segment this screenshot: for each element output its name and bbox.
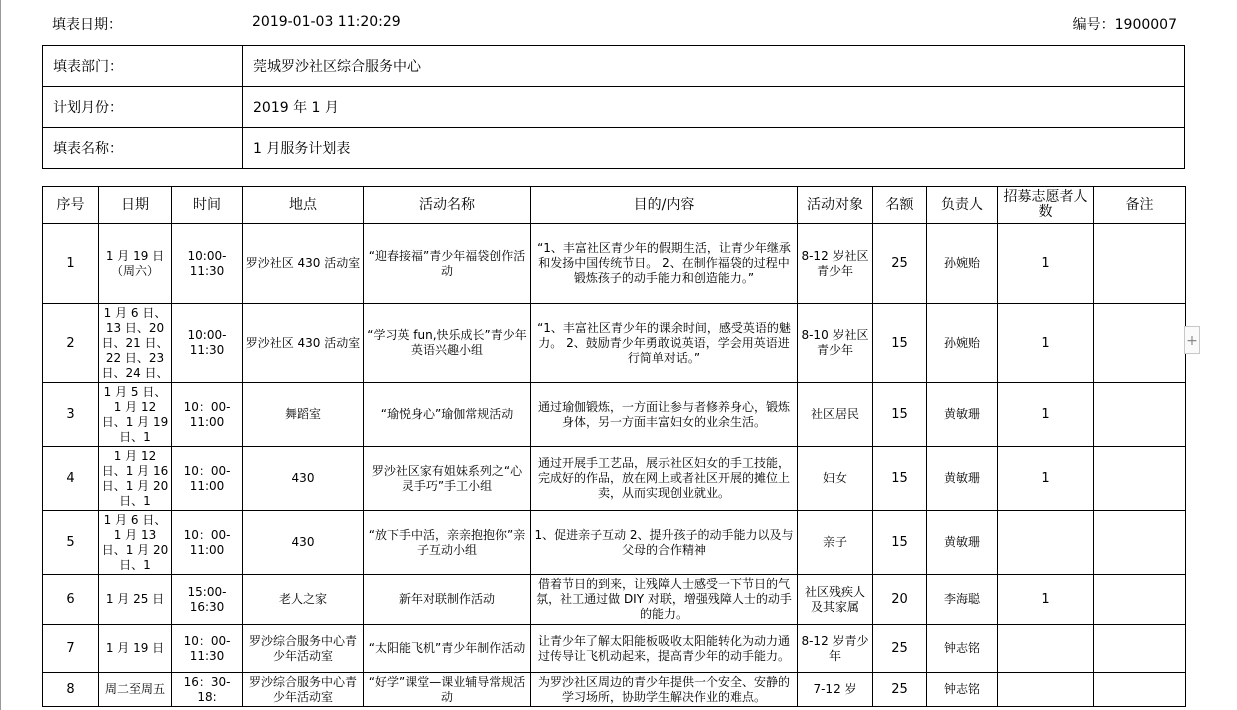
row-date xyxy=(99,304,172,383)
row-time: 10：00-11:30 xyxy=(172,625,243,673)
table-row xyxy=(43,304,1186,383)
row-target: 8-10 岁社区青少年 xyxy=(798,304,873,383)
row-volunteers xyxy=(998,511,1094,575)
row-content: “1、丰富社区青少年的假期生活，让青少年继承和发扬中国传统节日。 2、在制作福袋的过程中锻炼孩子的动手能力和创造能力。” xyxy=(531,224,798,304)
page-left-border xyxy=(0,0,1,710)
row-date xyxy=(99,511,172,575)
table-row xyxy=(43,625,1186,673)
row-leader: 孙婉贻 xyxy=(927,304,998,383)
row-no: 6 xyxy=(43,575,99,625)
row-quota: 25 xyxy=(873,673,927,707)
row-note xyxy=(1094,304,1186,383)
col-header-quota: 名额 xyxy=(873,187,927,224)
row-quota: 15 xyxy=(873,511,927,575)
row-time: 10：00-11:00 xyxy=(172,447,243,511)
row-quota: 15 xyxy=(873,304,927,383)
row-note xyxy=(1094,447,1186,511)
row-date: 1 月 25 日 xyxy=(99,575,172,625)
row-note xyxy=(1094,224,1186,304)
row-activity-name: “太阳能飞机”青少年制作活动 xyxy=(364,625,531,673)
row-no: 4 xyxy=(43,447,99,511)
table-row xyxy=(43,511,1186,575)
info-row-department xyxy=(43,46,1185,87)
col-header-target: 活动对象 xyxy=(798,187,873,224)
row-note xyxy=(1094,511,1186,575)
table-row xyxy=(43,447,1186,511)
row-volunteers: 1 xyxy=(998,304,1094,383)
row-no: 3 xyxy=(43,383,99,447)
row-content: “1、丰富社区青少年的课余时间，感受英语的魅力。 2、鼓励青少年勇敢说英语，学会用英语进行简单对话。” xyxy=(531,304,798,383)
row-place: 老人之家 xyxy=(243,575,364,625)
info-label: 填表部门： xyxy=(43,46,243,87)
row-content: 让青少年了解太阳能板吸收太阳能转化为动力通过传导让飞机动起来，提高青少年的动手能力。 xyxy=(531,625,798,673)
table-header-row xyxy=(43,187,1186,224)
row-quota: 15 xyxy=(873,447,927,511)
info-value: 2019 年 1 月 xyxy=(243,87,1185,128)
row-no: 8 xyxy=(43,673,99,707)
row-volunteers: 1 xyxy=(998,383,1094,447)
row-note xyxy=(1094,575,1186,625)
row-target: 8-12 岁社区青少年 xyxy=(798,224,873,304)
row-leader: 李海聪 xyxy=(927,575,998,625)
row-date-text: 1 月 6 日、13 日、20 日、21 日、22 日、23 日、24 日、 xyxy=(101,305,169,380)
row-leader: 黄敏珊 xyxy=(927,511,998,575)
row-no: 7 xyxy=(43,625,99,673)
plus-icon[interactable] xyxy=(1184,326,1200,354)
plus-icon-glyph: + xyxy=(1186,333,1198,349)
row-leader: 黄敏珊 xyxy=(927,383,998,447)
row-time: 10：00-11:00 xyxy=(172,511,243,575)
col-header-date: 日期 xyxy=(99,187,172,224)
row-content: 借着节日的到来，让残障人士感受一下节日的气氛，社工通过做 DIY 对联，增强残障人士的动手的能力。 xyxy=(531,575,798,625)
form-info-table xyxy=(42,45,1185,169)
row-leader: 孙婉贻 xyxy=(927,224,998,304)
row-activity-name: “迎春接福”青少年福袋创作活动 xyxy=(364,224,531,304)
row-date-text: 1 月 12 日、1 月 16 日、1 月 20 日、1 xyxy=(101,448,169,508)
row-date: 1 月 19 日（周六） xyxy=(99,224,172,304)
row-volunteers: 1 xyxy=(998,224,1094,304)
table-row xyxy=(43,673,1186,707)
table-row xyxy=(43,383,1186,447)
row-volunteers: 1 xyxy=(998,447,1094,511)
col-header-activity-name: 活动名称 xyxy=(364,187,531,224)
row-time: 16：30-18: xyxy=(172,673,243,707)
row-leader: 钟志铭 xyxy=(927,625,998,673)
row-activity-name: “瑜悦身心”瑜伽常规活动 xyxy=(364,383,531,447)
row-date: 1 月 19 日 xyxy=(99,625,172,673)
row-activity-name: “放下手中活，亲亲抱抱你”亲子互动小组 xyxy=(364,511,531,575)
row-date-text: 1 月 5 日、1 月 12 日、1 月 19 日、1 xyxy=(101,384,169,444)
row-activity-name: 新年对联制作活动 xyxy=(364,575,531,625)
row-target: 社区残疾人及其家属 xyxy=(798,575,873,625)
row-volunteers xyxy=(998,625,1094,673)
row-target: 亲子 xyxy=(798,511,873,575)
row-date xyxy=(99,447,172,511)
row-leader: 钟志铭 xyxy=(927,673,998,707)
row-target: 8-12 岁青少年 xyxy=(798,625,873,673)
col-header-volunteers: 招募志愿者人数 xyxy=(998,187,1094,224)
info-value: 莞城罗沙社区综合服务中心 xyxy=(243,46,1185,87)
row-time: 10:00-11:30 xyxy=(172,224,243,304)
row-place: 罗沙综合服务中心青少年活动室 xyxy=(243,673,364,707)
row-volunteers xyxy=(998,673,1094,707)
row-quota: 20 xyxy=(873,575,927,625)
row-time: 10:00-11:30 xyxy=(172,304,243,383)
info-row-form-name xyxy=(43,128,1185,169)
row-place: 舞蹈室 xyxy=(243,383,364,447)
row-time: 10：00-11:00 xyxy=(172,383,243,447)
row-no: 1 xyxy=(43,224,99,304)
row-date: 周二至周五 xyxy=(99,673,172,707)
col-header-note: 备注 xyxy=(1094,187,1186,224)
info-row-month xyxy=(43,87,1185,128)
fill-date-label: 填表日期： xyxy=(52,17,122,33)
row-target: 社区居民 xyxy=(798,383,873,447)
row-place: 430 xyxy=(243,447,364,511)
row-date-text: 1 月 6 日、1 月 13 日、1 月 20 日、1 xyxy=(101,512,169,572)
info-label: 填表名称： xyxy=(43,128,243,169)
row-content: 通过开展手工艺品，展示社区妇女的手工技能，完成好的作品，放在网上或者社区开展的摊位上卖，从而实现创业就业。 xyxy=(531,447,798,511)
row-target: 妇女 xyxy=(798,447,873,511)
service-plan-table xyxy=(42,186,1186,707)
row-quota: 25 xyxy=(873,224,927,304)
row-content: 为罗沙社区周边的青少年提供一个安全、安静的学习场所，协助学生解决作业的难点。 xyxy=(531,673,798,707)
col-header-content: 目的/内容 xyxy=(531,187,798,224)
row-no: 5 xyxy=(43,511,99,575)
row-note xyxy=(1094,383,1186,447)
info-value: 1 月服务计划表 xyxy=(243,128,1185,169)
row-leader: 黄敏珊 xyxy=(927,447,998,511)
row-place: 罗沙综合服务中心青少年活动室 xyxy=(243,625,364,673)
row-activity-name: 罗沙社区家有姐妹系列之“心灵手巧”手工小组 xyxy=(364,447,531,511)
row-quota: 25 xyxy=(873,625,927,673)
col-header-place: 地点 xyxy=(243,187,364,224)
row-time: 15:00-16:30 xyxy=(172,575,243,625)
row-note xyxy=(1094,625,1186,673)
table-row xyxy=(43,575,1186,625)
row-volunteers: 1 xyxy=(998,575,1094,625)
col-header-leader: 负责人 xyxy=(927,187,998,224)
row-activity-name: “好学”课堂—课业辅导常规活动 xyxy=(364,673,531,707)
row-place: 430 xyxy=(243,511,364,575)
col-header-no: 序号 xyxy=(43,187,99,224)
form-number: 编号：1900007 xyxy=(1072,17,1177,33)
row-no: 2 xyxy=(43,304,99,383)
info-label: 计划月份： xyxy=(43,87,243,128)
row-activity-name: “学习英 fun,快乐成长”青少年英语兴趣小组 xyxy=(364,304,531,383)
row-place: 罗沙社区 430 活动室 xyxy=(243,304,364,383)
row-place: 罗沙社区 430 活动室 xyxy=(243,224,364,304)
row-content: 1、促进亲子互动 2、提升孩子的动手能力以及与父母的合作精神 xyxy=(531,511,798,575)
row-content: 通过瑜伽锻炼，一方面让参与者修养身心，锻炼身体，另一方面丰富妇女的业余生活。 xyxy=(531,383,798,447)
row-quota: 15 xyxy=(873,383,927,447)
row-target: 7-12 岁 xyxy=(798,673,873,707)
table-row xyxy=(43,224,1186,304)
fill-date-value: 2019-01-03 11:20:29 xyxy=(252,14,401,30)
col-header-time: 时间 xyxy=(172,187,243,224)
row-note xyxy=(1094,673,1186,707)
row-date xyxy=(99,383,172,447)
